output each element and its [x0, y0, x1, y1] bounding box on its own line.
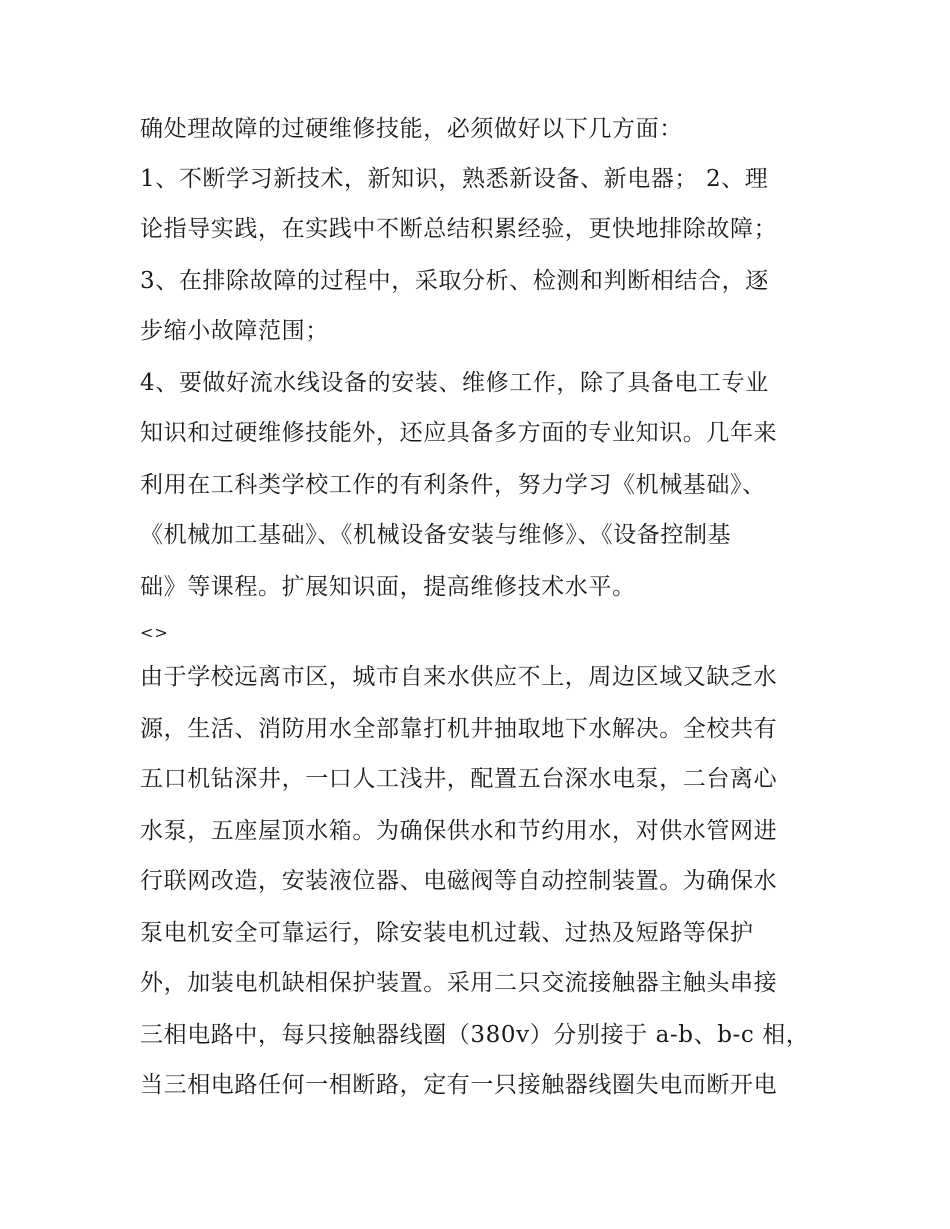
- text-line-13: 源，生活、消防用水全部靠打机井抽取地下水解决。全校共有: [140, 716, 778, 742]
- text-line-17: 泵电机安全可靠运行，除安装电机过载、过热及短路等保护: [140, 920, 754, 946]
- text-line-8: 利用在工科类学校工作的有利条件，努力学习《机械基础》、: [140, 472, 766, 498]
- text-line-14: 五口机钻深井，一口人工浅井，配置五台深水电泵，二台离心: [140, 766, 778, 792]
- separator-mark: <>: [140, 623, 169, 642]
- text-line-20: 当三相电路任何一相断路，定有一只接触器线圈失电而断开电: [140, 1072, 778, 1098]
- text-line-4: 3、在排除故障的过程中，采取分析、检测和判断相结合，逐: [140, 268, 769, 294]
- text-line-7: 知识和过硬维修技能外，还应具备多方面的专业知识。几年来: [140, 420, 778, 446]
- text-line-3: 论指导实践，在实践中不断总结积累经验，更快地排除故障；: [140, 216, 778, 242]
- text-line-1: 确处理故障的过硬维修技能，必须做好以下几方面：: [140, 116, 683, 142]
- text-line-6: 4、要做好流水线设备的安装、维修工作，除了具备电工专业: [140, 370, 769, 396]
- text-line-10: 础》等课程。扩展知识面，提高维修技术水平。: [140, 574, 636, 600]
- text-line-16: 行联网改造，安装液位器、电磁阀等自动控制装置。为确保水: [140, 868, 778, 894]
- text-line-15: 水泵，五座屋顶水箱。为确保供水和节约用水，对供水管网进: [140, 818, 778, 844]
- text-line-5: 步缩小故障范围；: [140, 318, 329, 344]
- text-line-18: 外，加装电机缺相保护装置。采用二只交流接触器主触头串接: [140, 970, 778, 996]
- text-line-9: 《机械加工基础》、《机械设备安装与维修》、《设备控制基: [140, 522, 732, 548]
- text-line-2: 1、不断学习新技术，新知识，熟悉新设备、新电器； 2、理: [140, 166, 769, 192]
- text-line-19: 三相电路中，每只接触器线圈（380v）分别接于 a-b、b-c 相，: [140, 1022, 810, 1048]
- text-line-12: 由于学校远离市区，城市自来水供应不上，周边区域又缺乏水: [140, 664, 778, 690]
